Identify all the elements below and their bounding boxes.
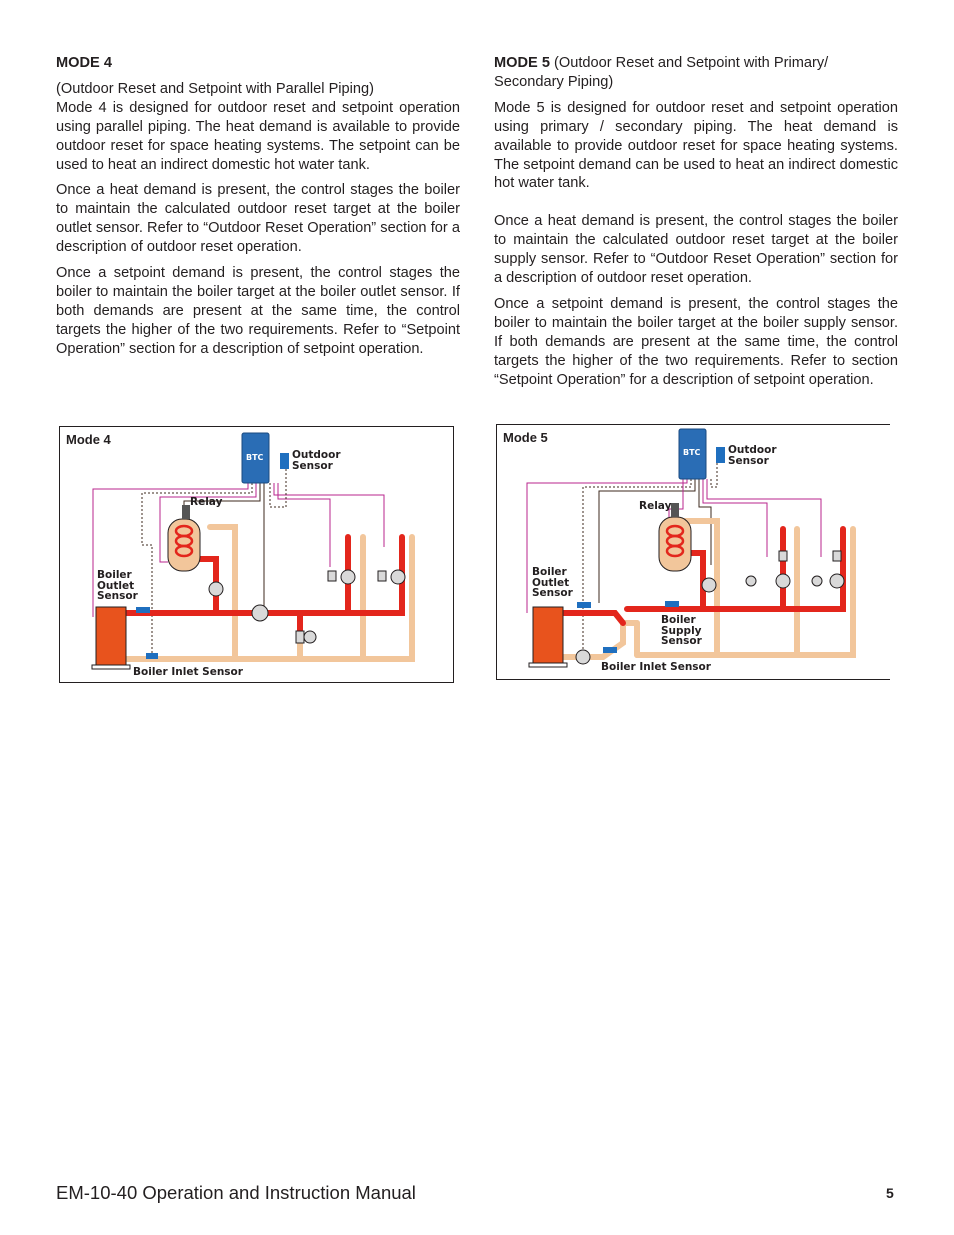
mode-4-paragraph-2: Once a heat demand is present, the control stages the boiler to maintain the calculated outdoor reset target at the boiler outlet sensor. Refer to “Outdoor Reset Operation” section for a description of outdoor reset operation.: [56, 182, 460, 256]
mode-5-heading: MODE 5 (Outdoor Reset and Setpoint with Primary/ Secondary Piping): [494, 55, 829, 90]
boiler-supply-sensor-label: Boiler Supply Sensor: [661, 614, 702, 647]
mode-5-paragraph-2: Once a heat demand is present, the control stages the boiler to maintain the calculated outdoor reset target at the boiler supply sensor. Refer to “Outdoor Reset Operation” section for a description of outdoor reset operation.: [494, 213, 898, 287]
mode-5-subtitle: (Outdoor Reset and Setpoint with Primary/ Secondary Piping): [494, 55, 829, 90]
boiler-base: [92, 665, 130, 669]
boiler-outlet-sensor-label: Boiler Outlet Sensor: [97, 569, 138, 602]
boiler-inlet-sensor: [603, 647, 617, 653]
zone-pump-2: [391, 570, 405, 584]
system-pump: [252, 605, 268, 621]
dhw-pump: [209, 582, 223, 596]
relay-label: Relay: [639, 500, 672, 512]
mode-5-paragraph-1: Mode 5 is designed for outdoor reset and setpoint operation using primary / secondary piping. The heat demand is available to provide outdoor reset for space heating systems. The setpoint demand can be used to heat an indirect domestic hot water tank.: [494, 99, 898, 192]
mode-4-paragraph-1: Mode 4 is designed for outdoor reset and setpoint operation using parallel piping. The heat demand is available to provide outdoor reset for space heating systems. The setpoint can be used to heat an indirect domestic hot water tank.: [56, 99, 460, 173]
boiler: [533, 607, 563, 663]
btc-label: BTC: [683, 448, 701, 457]
wire-zone-1: [274, 483, 384, 547]
wire-outdoor: [711, 463, 717, 487]
outdoor-sensor: [280, 453, 289, 469]
outdoor-sensor: [716, 447, 725, 463]
mode-5-paragraph-3: Once a setpoint demand is present, the control stages the boiler to maintain the boiler target at the boiler supply sensor. If both demands are present at the same time, the control targets the higher of the two requirements. Refer to section “Setpoint Operation” for a description of setpoint operation.: [494, 295, 898, 388]
page-number: 5: [886, 1185, 894, 1201]
zone-pump-1: [776, 574, 790, 588]
relay-box: [182, 505, 190, 519]
boiler: [96, 607, 126, 665]
footer-manual-title: EM-10-40 Operation and Instruction Manual: [56, 1182, 416, 1203]
mode-5-diagram-title: Mode 5: [503, 430, 548, 445]
check-valve-1: [746, 576, 756, 586]
wire-zone-2: [278, 483, 330, 567]
mode-4-piping-schematic: [60, 427, 453, 682]
flow-valve-1: [779, 551, 787, 561]
zone-valve: [304, 631, 316, 643]
mode-4-heading: MODE 4: [56, 55, 112, 71]
boiler-outlet-sensor-label: Boiler Outlet Sensor: [532, 566, 573, 599]
return-pipe-primary: [563, 623, 637, 657]
btc-label: BTC: [246, 453, 264, 462]
mode-4-subtitle: (Outdoor Reset and Setpoint with Parallel Piping): [56, 80, 374, 97]
flow-valve-2: [833, 551, 841, 561]
boiler-outlet-sensor: [577, 602, 591, 608]
mode-5-section: [494, 54, 898, 397]
mode-4-section: [56, 54, 460, 366]
primary-pump: [576, 650, 590, 664]
valve-1: [328, 571, 336, 581]
supply-pipe-primary: [563, 613, 623, 623]
mode-4-diagram-title: Mode 4: [66, 432, 111, 447]
boiler-inlet-sensor: [146, 653, 158, 659]
mode-4-paragraph-3: Once a setpoint demand is present, the control stages the boiler to maintain the boiler target at the boiler outlet sensor. If both demands are present at the same time, the control targets the higher of the two requirements. Refer to “Setpoint Operation” section for a description of setpoint operation.: [56, 265, 460, 357]
boiler-supply-sensor: [665, 601, 679, 607]
valve-3: [296, 631, 304, 643]
dhw-pump: [702, 578, 716, 592]
check-valve-2: [812, 576, 822, 586]
boiler-inlet-sensor-label: Boiler Inlet Sensor: [601, 661, 711, 673]
outdoor-sensor-label: Outdoor Sensor: [728, 444, 777, 467]
outdoor-sensor-label: Outdoor Sensor: [292, 449, 341, 472]
wire-zone-2: [707, 479, 821, 557]
mode-5-diagram: [496, 424, 890, 680]
boiler-base: [529, 663, 567, 667]
boiler-outlet-sensor: [136, 607, 150, 613]
boiler-inlet-sensor-label: Boiler Inlet Sensor: [133, 666, 243, 678]
relay-box: [671, 503, 679, 517]
mode-4-diagram: [59, 426, 454, 683]
valve-2: [378, 571, 386, 581]
zone-pump-2: [830, 574, 844, 588]
relay-label: Relay: [190, 496, 223, 508]
zone-pump-1: [341, 570, 355, 584]
